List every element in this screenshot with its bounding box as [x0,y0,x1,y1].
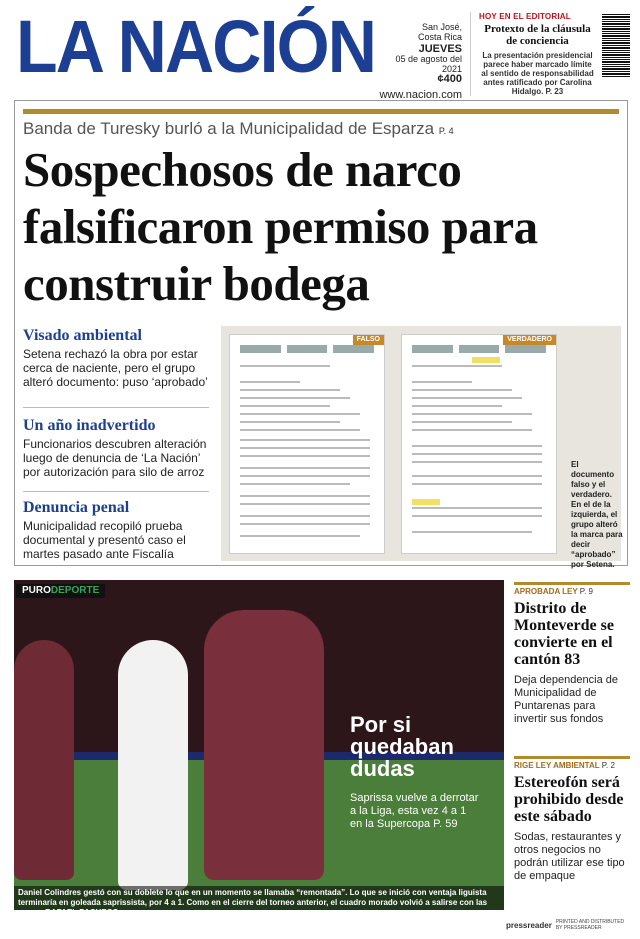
main-headline[interactable]: Sospechosos de narco falsificaron permiso para construir bodega [23,142,538,311]
player-figure-white [118,640,188,890]
item-text: Municipalidad recopiló prueba documental y presentó caso el martes pasado ante Fiscalía [23,519,186,561]
divider [23,491,209,492]
gold-rule [23,109,619,114]
photo-caption: Daniel Colindres gestó con su doblete lo que en un momento se llamaba “remontada”. Lo que se inició con ventaja liguista terminaría en goleada saprissista, por 4 a 1. Como en el cierre del torneo anterior, el cuadro morado volvió a salirse con las suyas. RAFAEL PACHECO [14,886,504,910]
story-estereofon[interactable] [514,756,630,883]
real-document-image [401,334,557,554]
item-text: Funcionarios descubren alteración luego de denuncia de ‘La Nación’ por autorización para silo de arroz [23,437,207,479]
item-text: Setena rechazó la obra por estar cerca de naciente, pero el grupo alteró documento: puso ‘aprobado’ [23,347,208,389]
story-text: Sodas, restaurantes y otros negocios no podrán utilizar ese tipo de empaque [514,831,625,882]
sidebar-item-inadvertido[interactable] [23,417,213,479]
story-kicker [514,582,630,596]
fake-tag: FALSO [353,335,384,345]
document-caption: El documento falso y el verdadero. En el de la izquierda, el grupo alteró la marca para decir “aprobado” por Setena. [571,460,623,569]
fake-document-image [229,334,385,554]
puro-deporte-logo [16,584,105,598]
main-story [14,100,628,569]
brand-a: PURO [22,585,51,596]
story-title: Distrito de Monteverde se convierte en el cantón 83 [514,600,614,668]
date-block [374,22,462,100]
real-tag: VERDADERO [503,335,556,345]
sidebar-item-visado[interactable] [23,327,213,389]
price: ¢400 [437,73,462,85]
issue-date: 05 de agosto del 2021 [395,54,462,74]
pressreader-logo[interactable]: pressreader [506,920,552,930]
editorial-teaser[interactable] [470,12,596,96]
city: San José, [421,22,462,32]
story-monteverde[interactable] [514,582,630,726]
website-link[interactable]: www.nacion.com [379,89,462,101]
kicker-page: P. 9 [579,587,593,596]
sports-text: Saprissa vuelve a derrotar a la Liga, esta vez 4 a 1 en la Supercopa P. 59 [350,792,479,830]
story-text: Deja dependencia de Municipalidad de Puntarenas para invertir sus fondos [514,674,618,725]
newspaper-logo[interactable]: LA NACIÓN [16,5,376,88]
sidebar-item-denuncia[interactable] [23,499,213,561]
player-figure-left [14,640,74,880]
barcode-icon [602,14,630,80]
sports-headline[interactable]: Por si quedaban dudas [350,712,454,781]
editorial-text: La presentación presidencial parece haber marcado límite al sentido de responsabilidad antes ratificado por Carolina Hidalgo. P. 23 [481,51,594,96]
kicker-text: APROBADA LEY [514,587,578,596]
brand-b: DEPORTE [50,585,100,596]
pressreader-footer [506,918,630,932]
country: Costa Rica [417,32,462,42]
main-subhead[interactable] [23,119,454,139]
kicker-text: RIGE LEY AMBIENTAL [514,761,600,770]
item-title: Un año inadvertido [23,417,156,434]
divider [23,407,209,408]
player-figure-celebrating [204,610,324,880]
document-comparison [221,326,623,569]
story-kicker [514,756,630,770]
editorial-kicker: HOY EN EL EDITORIAL [479,12,571,21]
subhead-page: P. 4 [438,126,454,136]
masthead [0,0,640,101]
weekday: JUEVES [418,43,462,55]
story-title: Estereofón será prohibido desde este sábado [514,774,624,825]
sports-feature[interactable] [14,580,504,917]
footer-small: PRINTED AND DISTRIBUTED BY PRESSREADER [555,919,625,931]
editorial-title[interactable]: Protexto de la cláusula de conciencia [484,23,591,47]
kicker-page: P. 2 [601,761,615,770]
subhead-text: Banda de Turesky burló a la Municipalidad de Esparza [23,119,435,138]
item-title: Denuncia penal [23,499,130,516]
item-title: Visado ambiental [23,327,142,344]
